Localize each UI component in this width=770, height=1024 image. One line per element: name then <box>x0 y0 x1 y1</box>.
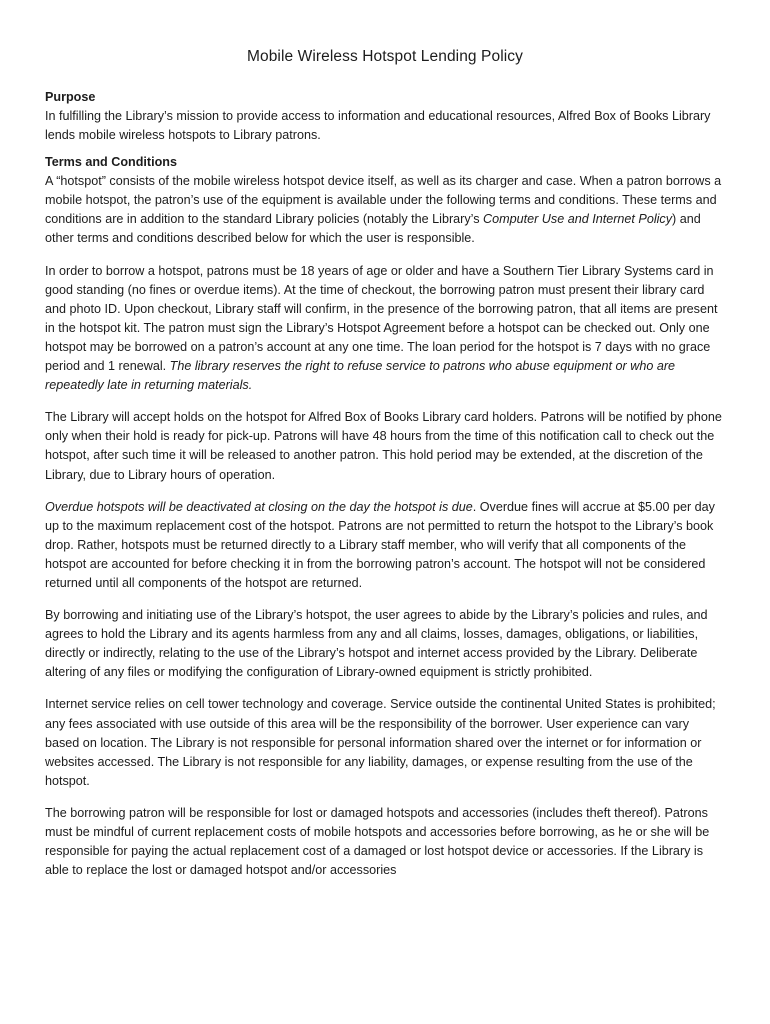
terms-p2-text: In order to borrow a hotspot, patrons must be 18 years of age or older and have a Southern Tier Library Systems card in good standing (no fines or overdue items). At the time of checkout, the borrowing patron must present their library card and photo ID. Upon checkout, Library staff will confirm, in the presence of the borrowing patron, that all items are present in the hotspot kit. The patron must sign the Library’s Hotspot Agreement before a hotspot can be checked out. Only one hotspot may be borrowed on a patron’s account at any one time. The loan period for the hotspot is 7 days with no grace period and 1 renewal. <box>45 263 718 374</box>
terms-paragraph-7: The borrowing patron will be responsible for lost or damaged hotspots and accessories (includes theft thereof). Patrons must be mindful of current replacement costs of mobile hotspots and accessories before borrowing, as he or she will be responsible for paying the actual replacement cost of a damaged or lost hotspot device or accessories. If the Library is able to replace the lost or damaged hotspot and/or accessories <box>45 805 710 878</box>
terms-p4-overdue-note: Overdue hotspots will be deactivated at closing on the day the hotspot is due <box>45 499 473 514</box>
terms-p1-text-a: A “hotspot” consists of the mobile wireless hotspot device itself, as well as its charger and case. When a patron borrows a mobile hotspot, the patron’s use of the equipment is available under the following terms and conditions. These terms and conditions are in addition to the standard Library policies (notably the Library’s <box>45 174 722 227</box>
terms-paragraph-5: By borrowing and initiating use of the Library’s hotspot, the user agrees to abide by the Library’s policies and rules, and agrees to hold the Library and its agents harmless from any and all claims, losses, damages, obligations, or liabilities, directly or indirectly, relating to the use of the Library’s hotspot and internet access provided by the Library. Deliberate altering of any files or modifying the configuration of Library-owned equipment is strictly prohibited. <box>45 608 708 680</box>
terms-heading: Terms and Conditions <box>45 155 178 170</box>
terms-paragraph-2 <box>45 262 725 396</box>
purpose-paragraph: In fulfilling the Library’s mission to provide access to information and educational resources, Alfred Box of Books Library lends mobile wireless hotspots to Library patrons. <box>45 109 711 143</box>
terms-p4-text: . Overdue fines will accrue at $5.00 per day up to the maximum replacement cost of the hotspot. Patrons are not permitted to return the hotspot to the Library’s book drop. Rather, hotspots must be returned directly to a Library staff member, who will verify that all components of the hotspot are accounted for before checking it in from the borrowing patron’s account. The hotspot will not be considered returned until all components of the hotspot are returned. <box>45 499 715 590</box>
terms-p1-text-b: ) and other terms and conditions described below for which the user is responsible. <box>45 212 701 246</box>
terms-paragraph-4 <box>45 498 725 593</box>
terms-paragraph-3: The Library will accept holds on the hotspot for Alfred Box of Books Library card holders. Patrons will be notified by phone only when their hold is ready for pick-up. Patrons will have 48 hours from the time of this notification call to check out the hotspot, after such time it will be released to another patron. This hold period may be extended, at the discretion of the Library, due to Library hours of operation. <box>45 410 722 482</box>
terms-paragraph-1 <box>45 172 725 248</box>
document-title: Mobile Wireless Hotspot Lending Policy <box>246 48 524 65</box>
terms-p2-reservation-note: The library reserves the right to refuse service to patrons who abuse equipment or who are repeatedly late in returning materials. <box>45 359 676 393</box>
terms-paragraph-6: Internet service relies on cell tower technology and coverage. Service outside the continental United States is prohibited; any fees associated with use outside of this area will be the responsibility of the borrower. User experience can vary based on location. The Library is not responsible for personal information shared over the internet or for information or websites accessed. The Library is not responsible for any liability, damages, or expense resulting from the use of the hotspot. <box>45 697 716 788</box>
document-page <box>45 48 725 893</box>
purpose-heading: Purpose <box>45 90 96 104</box>
terms-p1-policy-name: Computer Use and Internet Policy <box>483 212 673 227</box>
